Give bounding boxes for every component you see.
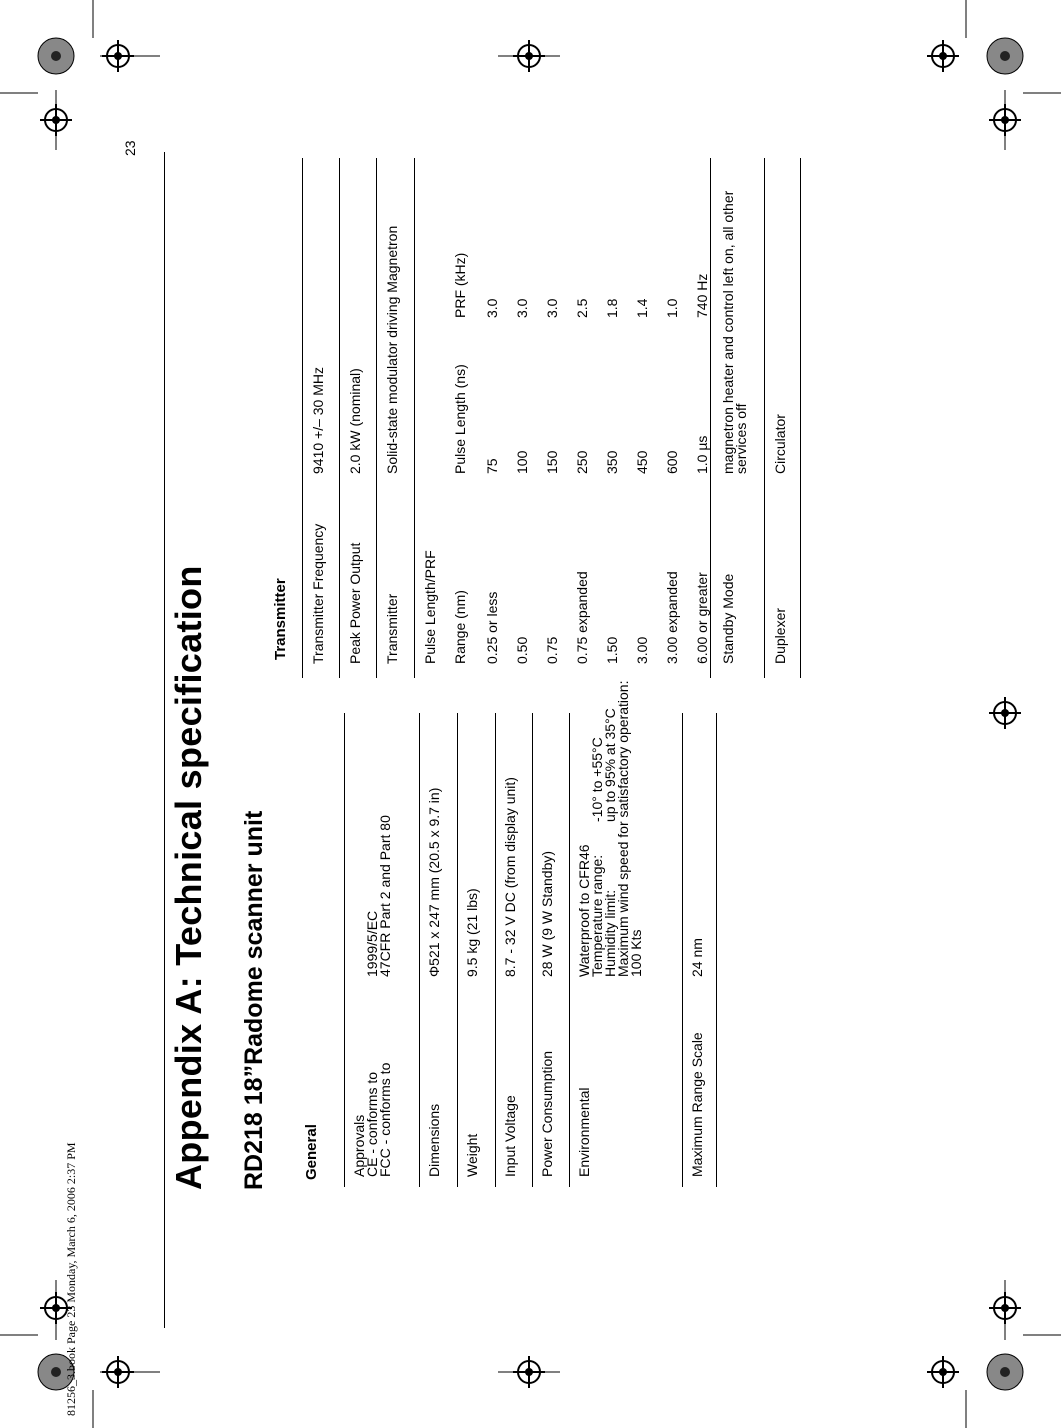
frequency-value: 9410 +/– 30 MHz (310, 366, 326, 474)
table-cell: 3.0 (514, 298, 530, 318)
weight-label: Weight (464, 1133, 480, 1177)
duplexer-value: Circulator (772, 414, 788, 474)
table-cell: 1.0 (664, 298, 680, 318)
table-cell: 2.5 (574, 298, 590, 318)
table-cell: 250 (574, 450, 590, 474)
input-voltage-value: 8.7 - 32 V DC (from display unit) (502, 777, 518, 977)
pulse-col-prf: PRF (kHz) (452, 252, 468, 318)
pulse-heading: Pulse Length/PRF (422, 550, 438, 664)
transmitter-value: Solid-state modulator driving Magnetron (384, 225, 400, 474)
table-cell: 1.4 (634, 298, 650, 318)
max-range-label: Maximum Range Scale (689, 1032, 705, 1177)
pulse-col-range: Range (nm) (452, 590, 468, 664)
environmental-label: Environmental (576, 1087, 592, 1177)
dimensions-label: Dimensions (426, 1103, 442, 1177)
table-cell: 3.0 (544, 298, 560, 318)
table-row: 0.25 or less (484, 591, 500, 664)
table-row: 3.00 (634, 636, 650, 664)
input-voltage-label: Input Voltage (502, 1095, 518, 1177)
table-row: 6.00 or greater (694, 572, 710, 664)
table-cell: 1.8 (604, 298, 620, 318)
table-cell: 3.0 (484, 298, 500, 318)
table-cell: 350 (604, 450, 620, 474)
duplexer-label: Duplexer (772, 607, 788, 664)
approvals-value: 1999/5/EC 47CFR Part 2 and Part 80 (364, 815, 393, 977)
approvals-label: Approvals CE - conforms to FCC - conforms to (351, 1062, 393, 1177)
transmitter-heading: Transmitter (272, 578, 289, 660)
environmental-value: Waterproof to CFR46 Temperature range: Humidity limit: Maximum wind speed for satisfactory operation: 100 Kts (576, 680, 644, 977)
peak-power-label: Peak Power Output (347, 542, 363, 664)
page-title: Appendix A: Technical specification (168, 565, 209, 1190)
table-row: 0.50 (514, 636, 530, 664)
power-value: 28 W (9 W Standby) (539, 850, 555, 977)
subtitle: RD218 18”Radome scanner unit (240, 810, 268, 1190)
table-row: 0.75 (544, 636, 560, 664)
peak-power-value: 2.0 kW (nominal) (347, 368, 363, 474)
frequency-label: Transmitter Frequency (310, 523, 326, 664)
dimensions-value: Φ521 x 247 mm (20.5 x 9.7 in) (426, 787, 442, 977)
table-row: 3.00 expanded (664, 571, 680, 664)
column-rule (164, 152, 165, 1328)
table-row: 1.50 (604, 636, 620, 664)
table-cell: 100 (514, 450, 530, 474)
table-row: 0.75 expanded (574, 571, 590, 664)
environmental-range-value: -10° to +55°C up to 95% at 35°C (589, 708, 618, 822)
standby-label: Standby Mode (720, 573, 736, 664)
table-cell: 75 (484, 458, 500, 474)
pulse-col-length: Pulse Length (ns) (452, 364, 468, 474)
table-cell: 740 Hz (694, 273, 710, 318)
book-stamp: 81256_3.book Page 23 Monday, March 6, 2006 2:37 PM (64, 1142, 78, 1416)
table-cell: 150 (544, 450, 560, 474)
max-range-value: 24 nm (689, 938, 705, 977)
page-number: 23 (122, 140, 138, 156)
table-cell: 1.0 µs (694, 435, 710, 474)
power-label: Power Consumption (539, 1050, 555, 1177)
general-heading: General (303, 1124, 320, 1180)
weight-value: 9.5 kg (21 lbs) (464, 888, 480, 977)
transmitter-label: Transmitter (384, 593, 400, 664)
standby-value: magnetron heater and control left on, all other services off (720, 190, 749, 474)
table-cell: 450 (634, 450, 650, 474)
table-cell: 600 (664, 450, 680, 474)
